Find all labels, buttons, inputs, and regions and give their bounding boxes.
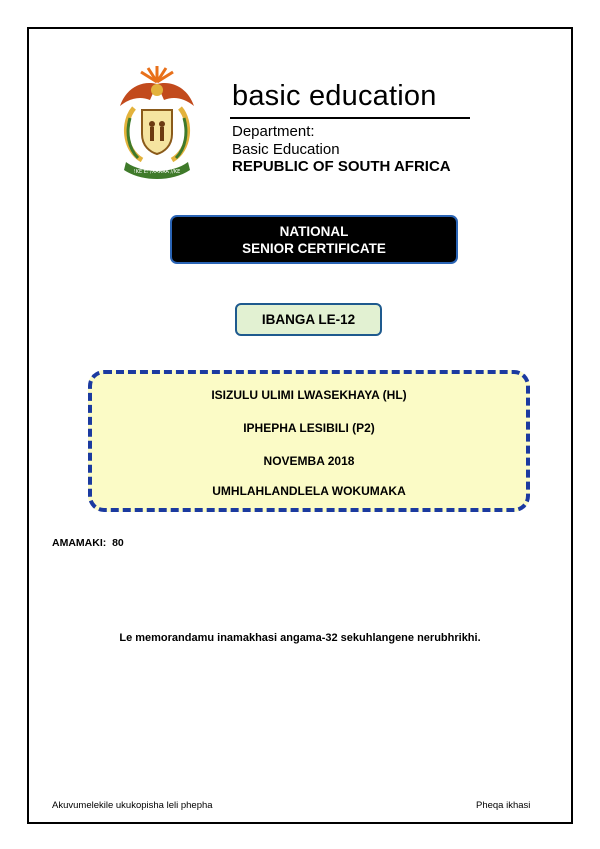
certificate-banner — [170, 215, 458, 264]
department-line: Basic Education — [232, 141, 340, 158]
marks-value: 80 — [112, 537, 124, 549]
brand-divider — [230, 117, 470, 119]
grade-label: IBANGA LE-12 — [235, 303, 382, 336]
coat-of-arms-icon — [112, 62, 202, 182]
memo-note: Le memorandamu inamakhasi angama-32 sekuhlangene nerubhrikhi. — [119, 632, 481, 644]
republic-name: REPUBLIC OF SOUTH AFRICA — [232, 158, 451, 175]
crest-motto: !KE E: /XARRA //KE — [133, 169, 181, 175]
footer-copyright: Akuvumelekile ukukopisha leli phepha — [52, 800, 213, 811]
marks-label: AMAMAKI: — [52, 537, 107, 549]
marks-total — [52, 537, 124, 549]
subject-box — [88, 370, 530, 512]
subject-line: UMHLAHLANDLELA WOKUMAKA — [212, 484, 406, 498]
department-name — [232, 123, 340, 159]
department-line: Department: — [232, 123, 315, 140]
subject-line: IPHEPHA LESIBILI (P2) — [243, 421, 375, 435]
certificate-line: SENIOR CERTIFICATE — [242, 240, 386, 256]
subject-line: NOVEMBA 2018 — [263, 454, 355, 468]
brand-title: basic education — [232, 80, 437, 112]
subject-line: ISIZULU ULIMI LWASEKHAYA (HL) — [211, 388, 407, 402]
footer-turn-page: Pheqa ikhasi — [476, 800, 531, 811]
certificate-line: NATIONAL — [279, 223, 349, 239]
